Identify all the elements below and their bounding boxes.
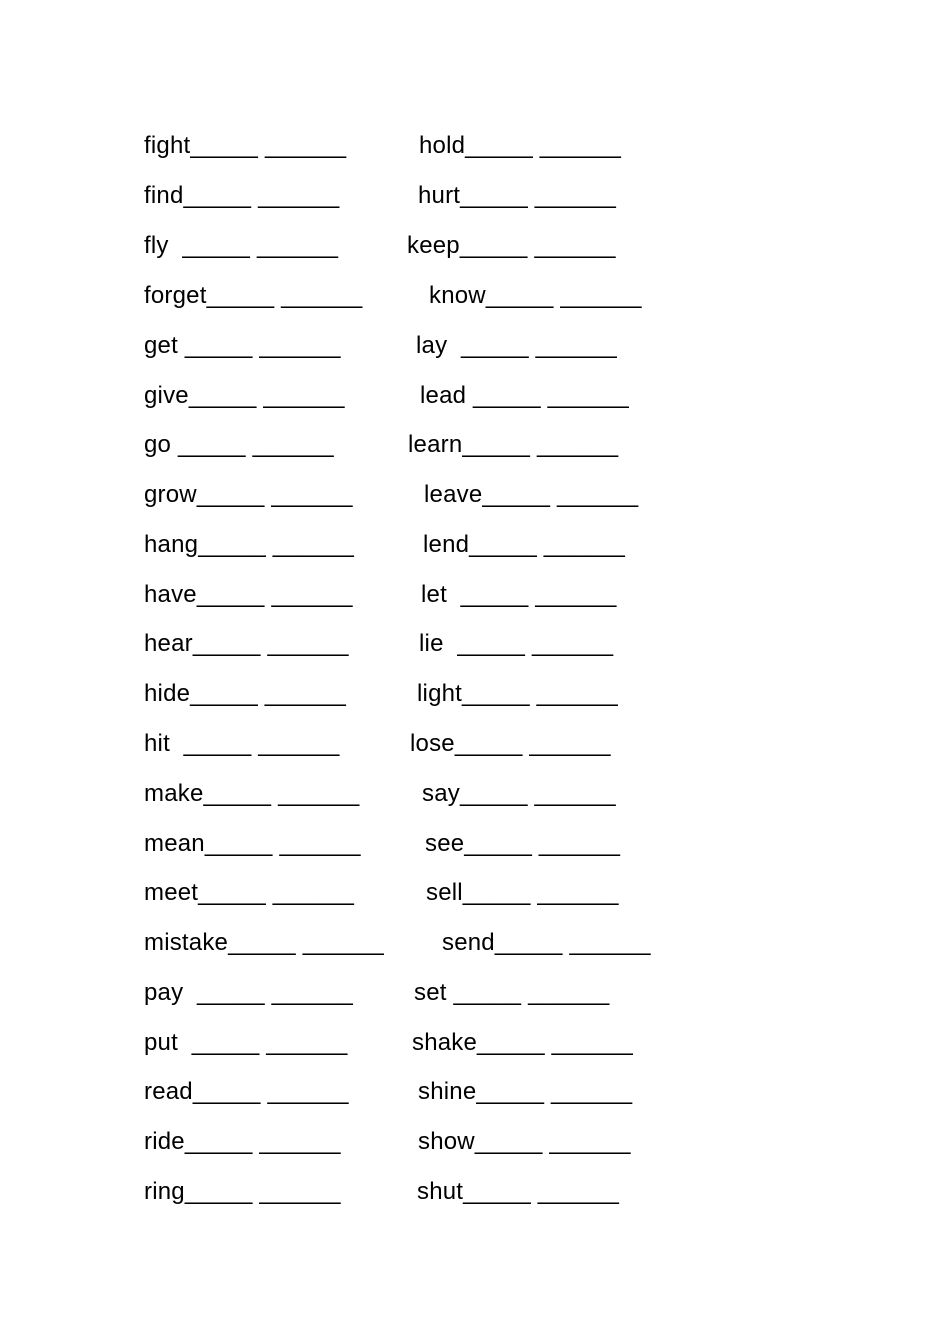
verb-left: meet_____ ______: [144, 879, 355, 906]
verb-left: grow_____ ______: [144, 481, 353, 508]
verb-right: hurt_____ ______: [418, 182, 617, 209]
verb-left: hang_____ ______: [144, 531, 355, 558]
verb-left: hit _____ ______: [144, 730, 340, 757]
verb-right: hold_____ ______: [419, 132, 622, 159]
verb-right: see_____ ______: [425, 830, 621, 857]
verb-left: ride_____ ______: [144, 1128, 341, 1155]
verb-left: give_____ ______: [144, 382, 345, 409]
verb-right: shine_____ ______: [418, 1078, 633, 1105]
verb-right: set _____ ______: [414, 979, 610, 1006]
verb-right: let _____ ______: [421, 581, 617, 608]
verb-right: learn_____ ______: [408, 431, 619, 458]
verb-right: sell_____ ______: [426, 879, 619, 906]
verb-left: hide_____ ______: [144, 680, 347, 707]
verb-right: shake_____ ______: [412, 1029, 633, 1056]
verb-right: leave_____ ______: [424, 481, 639, 508]
verb-left: make_____ ______: [144, 780, 360, 807]
verb-right: send_____ ______: [442, 929, 651, 956]
verb-left: find_____ ______: [144, 182, 340, 209]
verb-left: read_____ ______: [144, 1078, 349, 1105]
verb-right: lend_____ ______: [423, 531, 626, 558]
verb-right: say_____ ______: [422, 780, 616, 807]
verb-right: lay _____ ______: [416, 332, 617, 359]
verb-right: lead _____ ______: [420, 382, 629, 409]
verb-right: shut_____ ______: [417, 1178, 620, 1205]
verb-right: light_____ ______: [417, 680, 618, 707]
verb-left: get _____ ______: [144, 332, 341, 359]
verb-left: fly _____ ______: [144, 232, 339, 259]
verb-left: forget_____ ______: [144, 282, 363, 309]
verb-left: mistake_____ ______: [144, 929, 384, 956]
verb-right: know_____ ______: [429, 282, 642, 309]
verb-left: hear_____ ______: [144, 630, 349, 657]
verb-left: pay _____ ______: [144, 979, 353, 1006]
verb-right: lie _____ ______: [419, 630, 614, 657]
verb-right: show_____ ______: [418, 1128, 631, 1155]
verb-right: keep_____ ______: [407, 232, 616, 259]
verb-left: put _____ ______: [144, 1029, 348, 1056]
verb-left: fight_____ ______: [144, 132, 347, 159]
verb-left: go _____ ______: [144, 431, 334, 458]
verb-left: ring_____ ______: [144, 1178, 341, 1205]
verb-left: mean_____ ______: [144, 830, 361, 857]
verb-left: have_____ ______: [144, 581, 353, 608]
verb-right: lose_____ ______: [410, 730, 611, 757]
